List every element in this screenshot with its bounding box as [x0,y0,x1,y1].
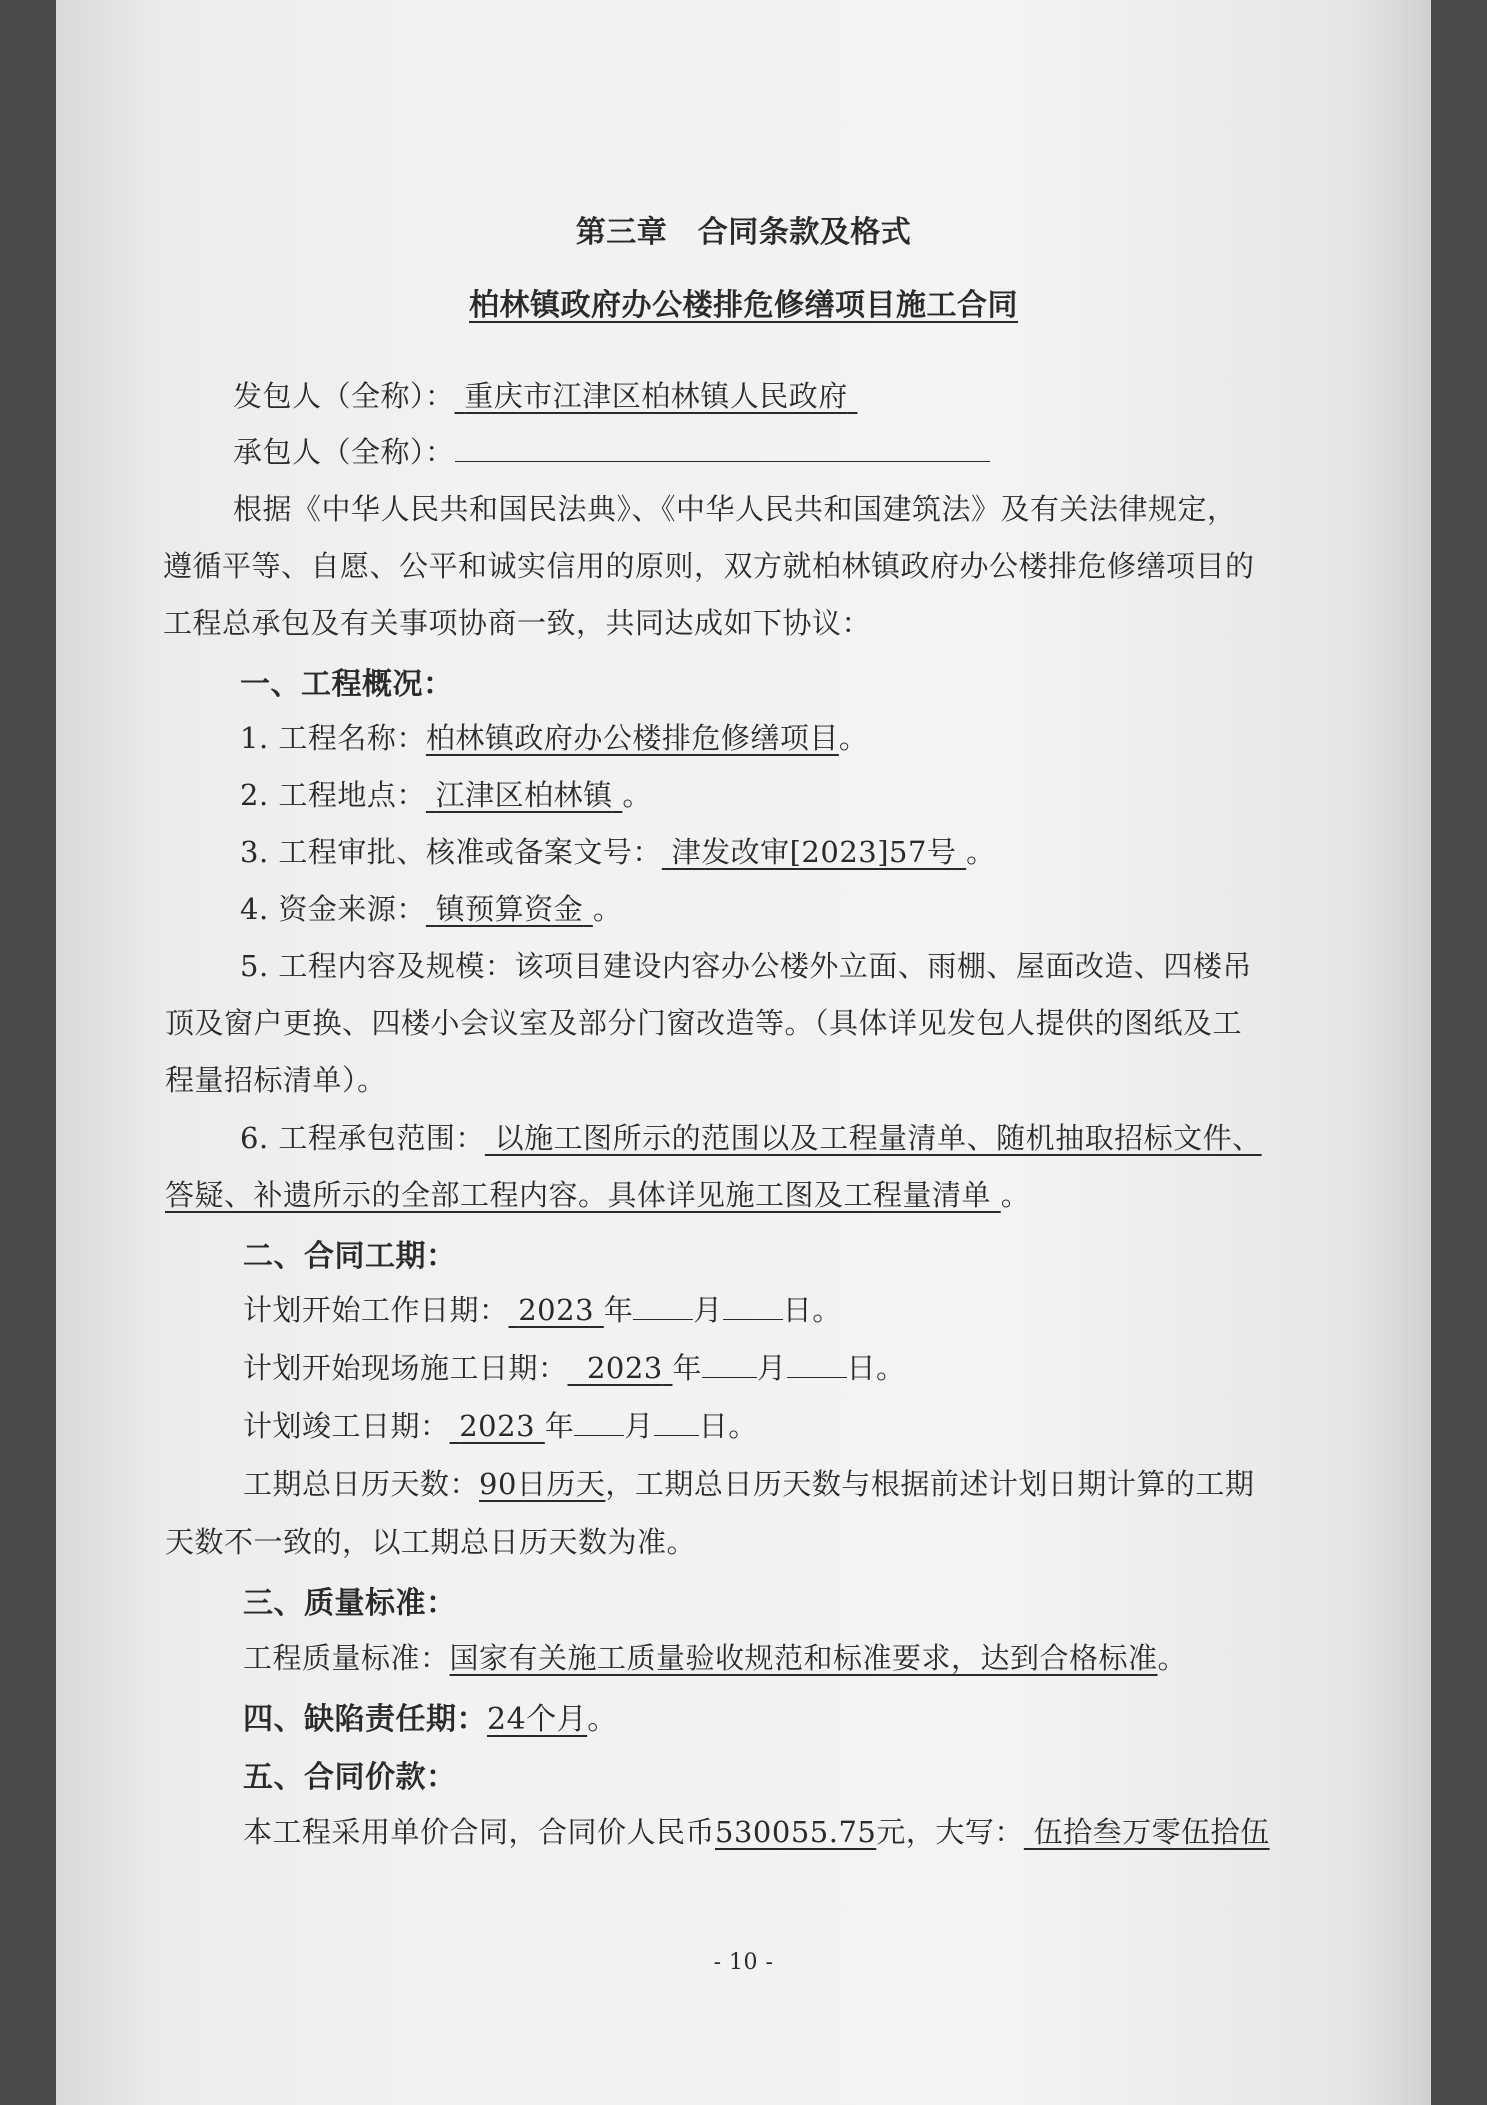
section-5-heading: 五、合同价款： [243,1760,457,1795]
contract-title: 柏林镇政府办公楼排危修缮项目施工合同 [469,288,1018,323]
section-1-heading: 一、工程概况： [240,667,454,702]
chapter-title: 第三章 合同条款及格式 [575,215,912,250]
section-4-line: 四、缺陷责任期：24个月。 [243,1702,618,1737]
scope-line-1: 6. 工程承包范围： 以施工图所示的范围以及工程量清单、随机抽取招标文件、 [240,1121,1262,1155]
preamble-line-2: 遵循平等、自愿、公平和诚实信用的原则，双方就柏林镇政府办公楼排危修缮项目的 [163,549,1255,583]
scope-line-2: 答疑、补遗所示的全部工程内容。具体详见施工图及工程量清单 。 [165,1178,1031,1212]
approval-number-line: 3. 工程审批、核准或备案文号： 津发改审[2023]57号 。 [240,835,996,869]
section-2-heading: 二、合同工期： [243,1239,457,1274]
duration-line-1: 工期总日历天数：90日历天，工期总日历天数与根据前述计划日期计算的工期 [243,1467,1255,1501]
content-line-1: 5. 工程内容及规模：该项目建设内容办公楼外立面、雨棚、屋面改造、四楼吊 [240,949,1252,983]
start-site-date-line: 计划开始现场施工日期： 2023 年 月 日。 [243,1351,906,1385]
duration-line-2: 天数不一致的，以工期总日历天数为准。 [165,1525,697,1559]
contract-price-line: 本工程采用单价合同，合同价人民币530055.75元，大写： 伍拾叁万零伍拾伍 [243,1815,1270,1849]
project-name-line: 1. 工程名称：柏林镇政府办公楼排危修缮项目。 [240,721,869,755]
contractor-line: 承包人（全称）： [233,430,990,471]
contractor-blank [455,437,990,462]
quality-standard-line: 工程质量标准：国家有关施工质量验收规范和标准要求，达到合格标准。 [243,1641,1188,1675]
content-line-2: 顶及窗户更换、四楼小会议室及部分门窗改造等。（具体详见发包人提供的图纸及工 [165,1006,1243,1040]
project-location-line: 2. 工程地点： 江津区柏林镇 。 [240,778,652,812]
start-work-date-line: 计划开始工作日期： 2023 年 月 日。 [243,1293,842,1327]
preamble-line-1: 根据《中华人民共和国民法典》、《中华人民共和国建筑法》及有关法律规定， [233,492,1237,526]
content-line-3: 程量招标清单）。 [165,1063,387,1097]
fund-source-line: 4. 资金来源： 镇预算资金 。 [240,892,623,926]
employer-line: 发包人（全称）： 重庆市江津区柏林镇人民政府 [233,374,857,415]
preamble-line-3: 工程总承包及有关事项协商一致，共同达成如下协议： [163,606,872,640]
completion-date-line: 计划竣工日期： 2023 年 月 日。 [243,1409,758,1443]
employer-value: 重庆市江津区柏林镇人民政府 [464,379,848,413]
page-number: - 10 - [713,1950,774,1975]
section-3-heading: 三、质量标准： [243,1586,457,1621]
